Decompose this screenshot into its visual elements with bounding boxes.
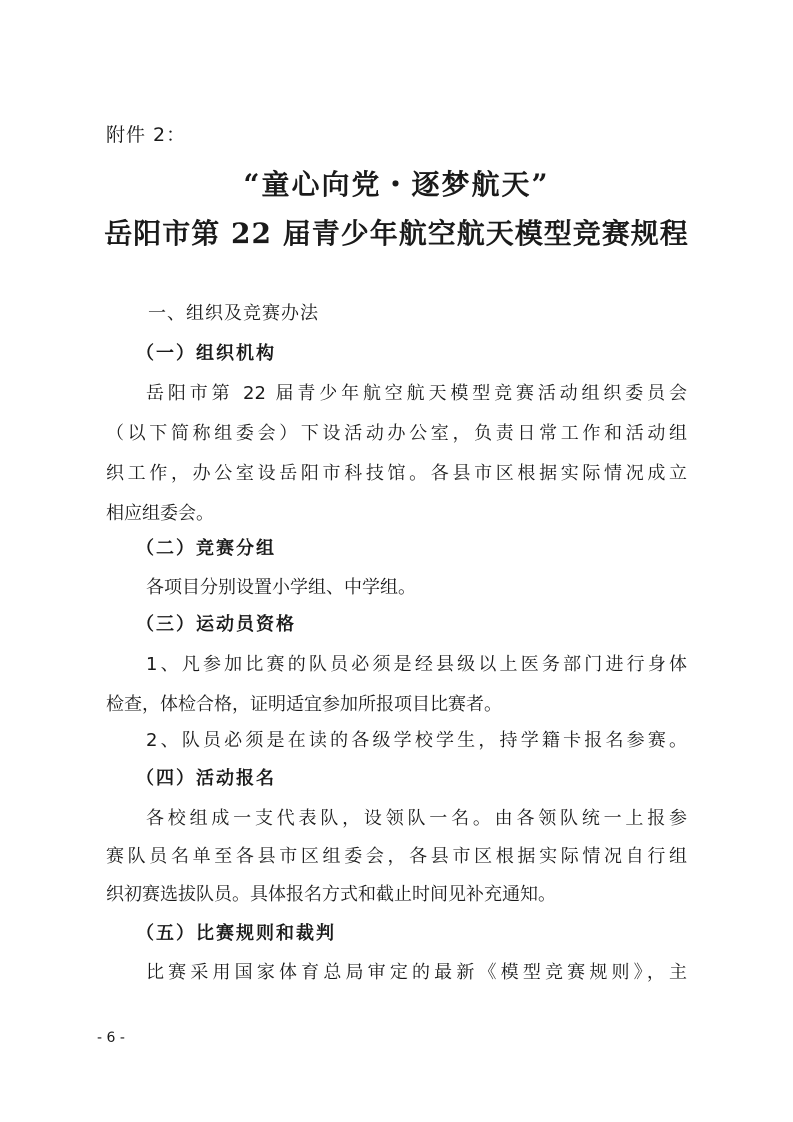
paragraph-line: 岳阳市第 22 届青少年航空航天模型竞赛活动组织委员会 — [146, 383, 687, 404]
paragraph-line: 1、凡参加比赛的队员必须是经县级以上医务部门进行身体 — [146, 654, 687, 675]
paragraph-line: 赛队员名单至各县市区组委会，各县市区根据实际情况自行组 — [106, 846, 687, 867]
subsection-3-heading: （三）运动员资格 — [136, 614, 296, 635]
paragraph-line: 各校组成一支代表队，设领队一名。由各领队统一上报参 — [146, 808, 687, 829]
subsection-2-heading: （二）竞赛分组 — [136, 538, 276, 559]
attachment-label: 附件 2： — [106, 124, 187, 146]
paragraph-line: 相应组委会。 — [106, 503, 214, 524]
subsection-5-heading: （五）比赛规则和裁判 — [136, 923, 336, 944]
page-number: - 6 - — [97, 1030, 125, 1046]
paragraph-line: 织工作，办公室设岳阳市科技馆。各县市区根据实际情况成立 — [106, 463, 687, 484]
title-line-2: 岳阳市第 22 届青少年航空航天模型竞赛规程 — [104, 217, 689, 250]
subsection-4-heading: （四）活动报名 — [136, 768, 276, 789]
paragraph-line: （以下简称组委会）下设活动办公室，负责日常工作和活动组 — [106, 423, 687, 444]
subsection-1-heading: （一）组织机构 — [136, 343, 276, 364]
paragraph-line: 2、队员必须是在读的各级学校学生，持学籍卡报名参赛。 — [146, 730, 687, 751]
paragraph-line: 各项目分别设置小学组、中学组。 — [146, 577, 416, 598]
paragraph-line: 织初赛选拔队员。具体报名方式和截止时间见补充通知。 — [106, 884, 556, 905]
title-line-1: “童心向党・逐梦航天” — [243, 168, 550, 201]
section-1-heading: 一、组织及竞赛办法 — [148, 303, 319, 324]
paragraph-line: 检查，体检合格，证明适宜参加所报项目比赛者。 — [106, 694, 502, 715]
paragraph-line: 比赛采用国家体育总局审定的最新《模型竞赛规则》，主 — [146, 962, 687, 983]
